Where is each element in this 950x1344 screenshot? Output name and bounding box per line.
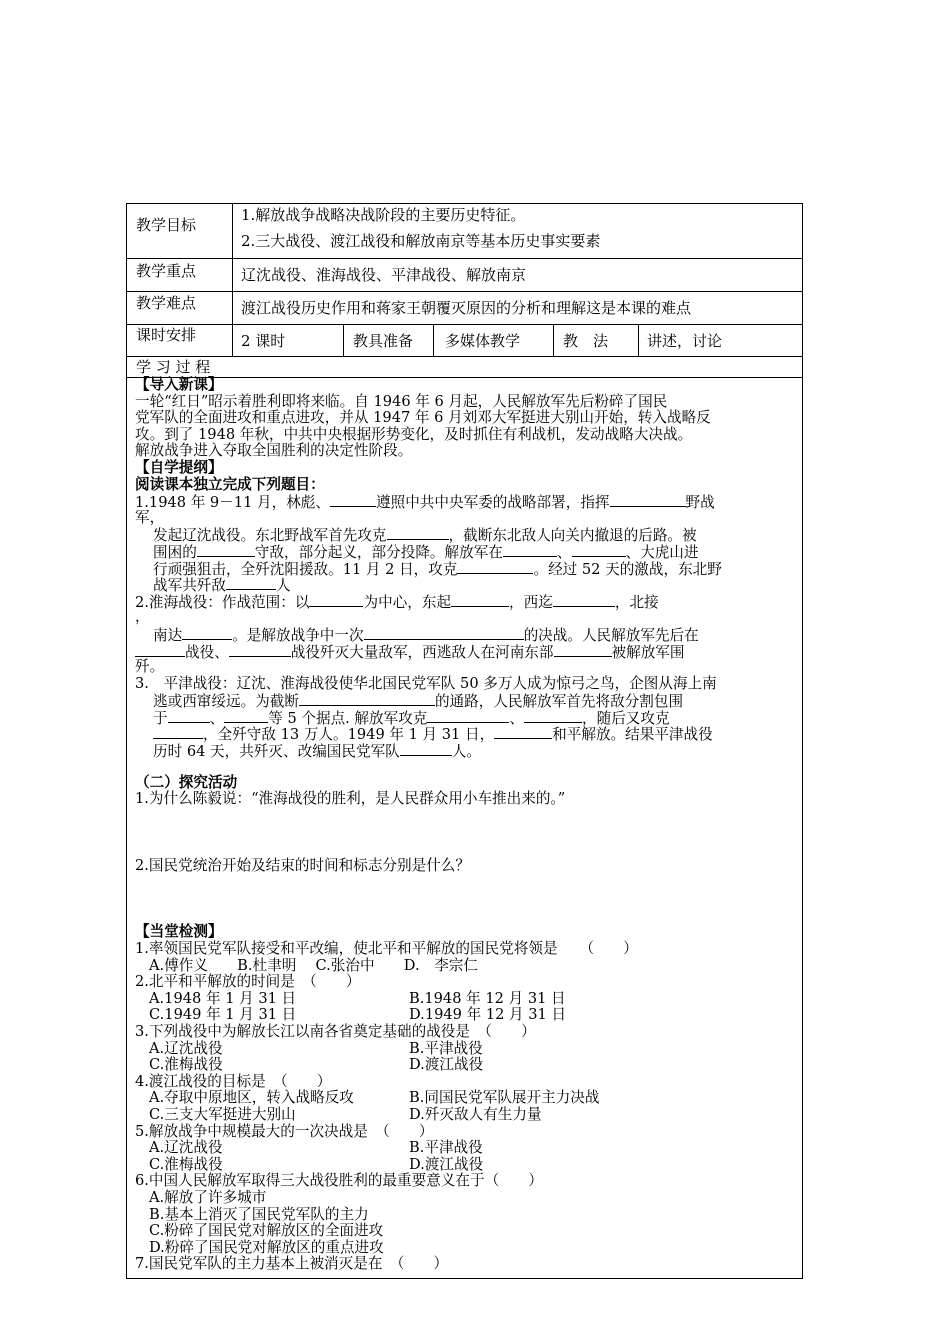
question-text: ，截断东北敌人向关内撤退的后路。被 [448, 527, 697, 545]
fill-blank[interactable] [330, 493, 376, 507]
fill-blank[interactable] [572, 543, 626, 557]
column-divider [232, 204, 233, 356]
question-text: 于 [153, 709, 168, 727]
quiz-options [135, 1140, 795, 1157]
schedule-hours: 2 课时 [241, 332, 286, 350]
explore-question-1: 1.为什么陈毅说：“淮海战役的胜利，是人民群众用小车推出来的。” [135, 790, 566, 808]
explore-heading: （二）探究活动 [135, 773, 238, 791]
question-line [135, 692, 795, 709]
quiz-option: C.三支大军挺进大别山 [149, 1105, 296, 1123]
quiz-option: D.渡江战役 [409, 1056, 484, 1074]
column-divider [343, 324, 344, 356]
question-line [135, 576, 795, 593]
fill-blank[interactable] [610, 493, 686, 507]
question-line: 歼。 [135, 658, 165, 676]
intro-line: 一轮“红日”昭示着胜利即将来临。自 1946 年 6 月起，人民解放军先后粉碎了国民 [135, 392, 668, 410]
quiz-question: 7.国民党军队的主力基本上被消灭是在 （ ） [135, 1255, 449, 1273]
question-line: ， [135, 608, 150, 626]
question-text: 。经过 52 天的激战，东北野 [533, 560, 722, 578]
row-divider [127, 291, 802, 292]
quiz-option: D.粉碎了国民党对解放区的重点进攻 [149, 1238, 384, 1256]
fill-blank[interactable] [427, 709, 509, 723]
quiz-option: B.同国民党军队展开主力决战 [409, 1089, 600, 1107]
quiz-options [135, 991, 795, 1008]
quiz-option: D.1949 年 12 月 31 日 [409, 1006, 567, 1024]
fill-blank[interactable] [224, 709, 268, 723]
question-text: 围困的 [153, 543, 197, 561]
fill-blank[interactable] [451, 593, 509, 607]
fill-blank[interactable] [553, 593, 615, 607]
equipment-label: 教具准备 [353, 332, 414, 350]
quiz-options [135, 1007, 795, 1024]
process-label: 学 习 过 程 [136, 358, 211, 376]
question-text: 。是解放战争中一次 [232, 626, 364, 644]
question-line [135, 560, 795, 577]
quiz-option: B.基本上消灭了国民党军队的主力 [149, 1205, 369, 1223]
intro-line: 党军队的全面进攻和重点进攻，并从 1947 年 6 月刘邓大军挺进大别山开始，转入战略反 [135, 409, 711, 427]
schedule-label: 课时安排 [136, 326, 197, 344]
fill-blank[interactable] [309, 593, 363, 607]
intro-line: 解放战争进入夺取全国胜利的决定性阶段。 [135, 442, 413, 460]
question-text: 野战 [685, 494, 715, 512]
teaching-goal-2: 2.三大战役、渡江战役和解放南京等基本历史事实要素 [241, 232, 601, 250]
fill-blank[interactable] [229, 643, 291, 657]
fill-blank[interactable] [182, 626, 232, 640]
question-line [135, 526, 795, 543]
key-points-value: 辽沈战役、淮海战役、平津战役、解放南京 [241, 266, 527, 284]
question-text: ，西迄 [509, 593, 553, 611]
quiz-option: D.渡江战役 [409, 1155, 484, 1173]
question-line [135, 593, 795, 610]
fill-blank[interactable] [400, 742, 452, 756]
question-line: 军， [135, 508, 165, 526]
quiz-option: A.夺取中原地区，转入战略反攻 [149, 1089, 354, 1107]
question-line [135, 543, 795, 560]
row-divider [127, 356, 802, 357]
fill-blank[interactable] [135, 643, 185, 657]
quiz-options [135, 1041, 795, 1058]
question-text: 被解放军围 [611, 643, 685, 661]
question-line [135, 643, 795, 660]
method-value: 讲述，讨论 [647, 332, 723, 350]
column-divider [433, 324, 434, 356]
quiz-question: 5.解放战争中规模最大的一次决战是 （ ） [135, 1122, 434, 1140]
quiz-options: A.傅作义 B.杜聿明 C.张治中 D. 李宗仁 [149, 956, 478, 974]
method-label: 教 法 [563, 332, 609, 350]
quiz-question: 1.率领国民党军队接受和平改编，使北平和平解放的国民党将领是 （ ） [135, 940, 638, 958]
column-divider [638, 324, 639, 356]
question-line [135, 709, 795, 726]
lesson-plan-table [126, 203, 803, 1279]
quiz-option: C.淮梅战役 [149, 1155, 223, 1173]
quiz-question: 4.渡江战役的目标是 （ ） [135, 1072, 332, 1090]
question-text: 等 5 个据点. 解放军攻克 [268, 709, 428, 727]
question-text: 南达 [153, 626, 183, 644]
fill-blank[interactable] [457, 560, 533, 574]
question-text: 人 [275, 577, 291, 595]
quiz-options [135, 1057, 795, 1074]
quiz-option: B.平津战役 [409, 1039, 483, 1057]
row-divider [127, 324, 802, 325]
quiz-option: D.歼灭敌人有生力量 [409, 1105, 542, 1123]
quiz-option: A.辽沈战役 [149, 1139, 223, 1157]
question-text: 、 [556, 543, 572, 561]
question-line [135, 626, 795, 643]
fill-blank[interactable] [299, 692, 435, 706]
quiz-option: A.解放了许多城市 [149, 1188, 267, 1206]
fill-blank[interactable] [364, 626, 524, 640]
question-text: 、大虎山进 [625, 543, 699, 561]
quiz-option: A.1948 年 1 月 31 日 [149, 989, 297, 1007]
fill-blank[interactable] [168, 709, 210, 723]
question-line [135, 725, 795, 742]
question-text: ，全歼守敌 13 万人。1949 年 1 月 31 日， [203, 726, 495, 744]
teaching-goal-1: 1.解放战争战略决战阶段的主要历史特征。 [241, 206, 526, 224]
fill-blank[interactable] [153, 725, 203, 739]
quiz-options [135, 1107, 795, 1124]
answer-space[interactable] [135, 874, 795, 924]
fill-blank[interactable] [503, 543, 557, 557]
question-text: ，北接 [614, 593, 659, 611]
question-line [135, 493, 795, 510]
explore-question-2: 2.国民党统治开始及结束的时间和标志分别是什么？ [135, 856, 470, 874]
quiz-options [135, 1157, 795, 1174]
question-text: 历时 64 天，共歼灭、改编国民党军队 [153, 743, 400, 761]
fill-blank[interactable] [387, 526, 449, 540]
question-text: 人。 [451, 743, 481, 761]
question-text: 2.淮海战役：作战范围：以 [135, 593, 310, 611]
question-text: 和平解放。结果平津战役 [552, 726, 713, 744]
question-text: 为中心，东起 [363, 593, 452, 611]
quiz-heading: 【当堂检测】 [135, 923, 223, 941]
quiz-option: C.淮梅战役 [149, 1056, 223, 1074]
question-text: 、 [509, 709, 525, 727]
answer-space[interactable] [135, 808, 795, 858]
question-text: 的通路，人民解放军首先将敌分割包围 [434, 693, 684, 711]
question-text: 战役歼灭大量敌军，西逃敌人在河南东部 [290, 643, 554, 661]
question-text: 战军共歼敌 [153, 577, 226, 595]
self-study-subheading: 阅读课本独立完成下列题目： [135, 475, 325, 493]
difficulties-value: 渡江战役历史作用和蒋家王朝覆灭原因的分析和理解这是本课的难点 [241, 299, 692, 317]
fill-blank[interactable] [524, 709, 582, 723]
question-text: 逃或西窜绥远。为截断 [153, 693, 299, 711]
question-text: 守敌，部分起义，部分投降。解放军在 [254, 543, 503, 561]
question-line: 3. 平津战役：辽沈、淮海战役使华北国民党军队 50 多万人成为惊弓之鸟，企图从海上南 [135, 674, 717, 692]
intro-heading: 【导入新课】 [135, 376, 223, 393]
fill-blank[interactable] [197, 543, 255, 557]
equipment-value: 多媒体教学 [445, 332, 521, 350]
question-text: 发起辽沈战役。东北野战军首先攻克 [153, 527, 387, 545]
row-divider [127, 258, 802, 259]
quiz-question: 2.北平和平解放的时间是 （ ） [135, 973, 361, 991]
fill-blank[interactable] [226, 576, 276, 590]
quiz-question: 6.中国人民解放军取得三大战役胜利的最重要意义在于（ ） [135, 1172, 543, 1190]
quiz-options [135, 1090, 795, 1107]
intro-line: 攻。到了 1948 年秋，中共中央根据形势变化，及时抓住有利战机，发动战略大决战。 [135, 425, 693, 443]
difficulties-label: 教学难点 [136, 294, 197, 312]
fill-blank[interactable] [494, 725, 552, 739]
quiz-option: C.1949 年 1 月 31 日 [149, 1006, 297, 1024]
question-text: 的决战。人民解放军先后在 [523, 626, 699, 644]
question-text: 战役、 [185, 643, 229, 661]
quiz-question: 3.下列战役中为解放长江以南各省奠定基础的战役是 （ ） [135, 1023, 536, 1040]
lesson-content [135, 377, 795, 1273]
question-text: 1.1948 年 9－11 月，林彪、 [135, 494, 330, 512]
teaching-goals-label: 教学目标 [136, 216, 197, 234]
question-text: 行顽强狙击，全歼沈阳援敌。11 月 2 日，攻克 [153, 560, 458, 578]
self-study-heading: 【自学提纲】 [135, 458, 223, 476]
question-line [135, 742, 795, 759]
question-text: ，随后又攻克 [582, 709, 670, 727]
column-divider [553, 324, 554, 356]
quiz-option: B.1948 年 12 月 31 日 [409, 989, 566, 1007]
fill-blank[interactable] [554, 643, 612, 657]
question-text: 、 [209, 709, 225, 727]
key-points-label: 教学重点 [136, 262, 197, 280]
quiz-option: B.平津战役 [409, 1139, 483, 1157]
question-text: 遵照中共中央军委的战略部署，指挥 [376, 494, 610, 512]
quiz-option: A.辽沈战役 [149, 1039, 223, 1057]
quiz-option: C.粉碎了国民党对解放区的全面进攻 [149, 1222, 384, 1240]
